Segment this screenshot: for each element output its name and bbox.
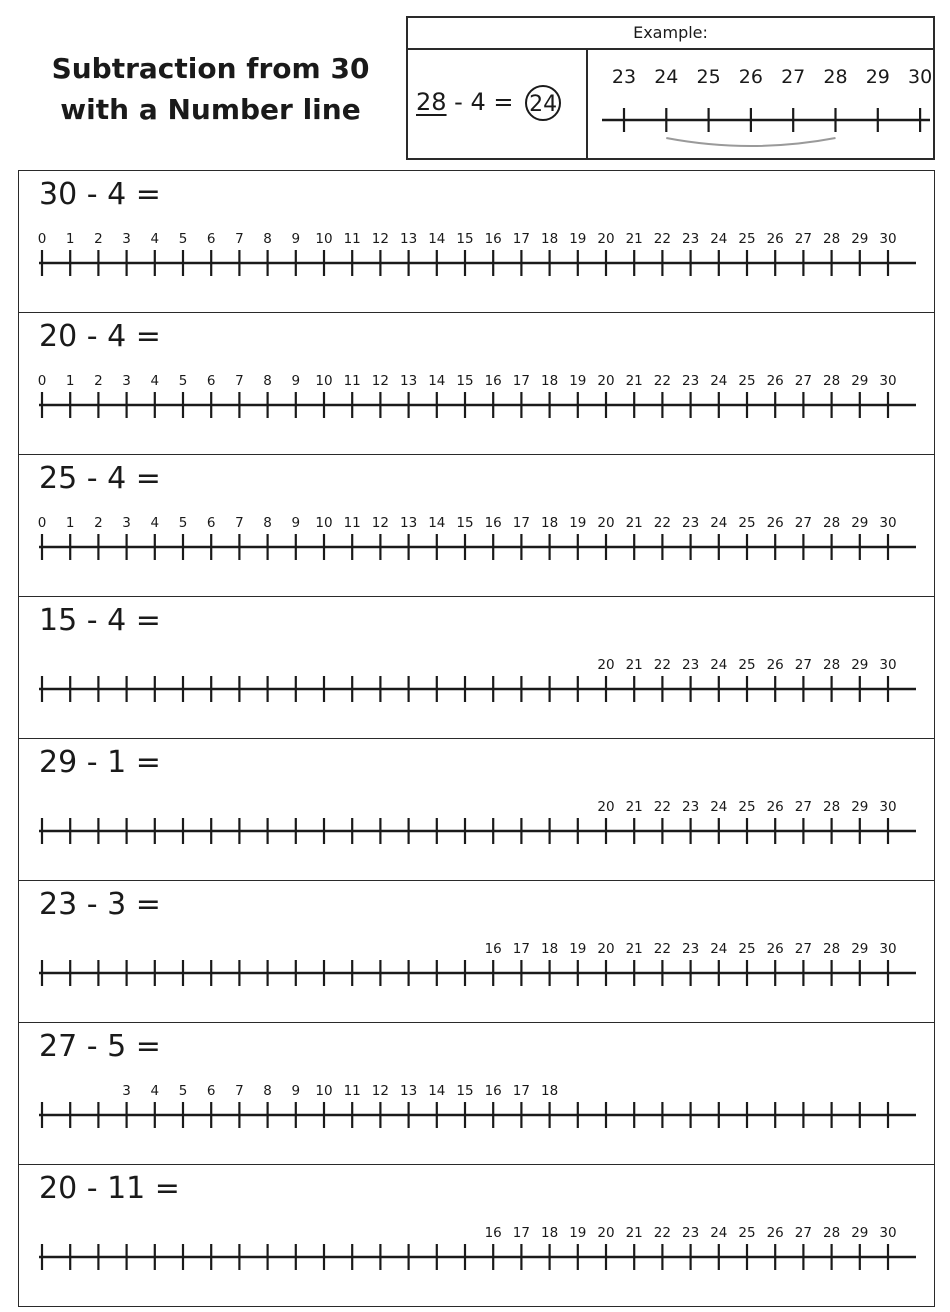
tick-label: 27	[794, 799, 812, 815]
example-box	[406, 16, 935, 160]
problem-box	[18, 738, 935, 881]
tick-label: 4	[150, 515, 160, 531]
tick-label: 29	[851, 231, 869, 247]
tick-label: 20	[597, 657, 615, 673]
number-line	[19, 597, 933, 737]
tick-label: 16	[484, 515, 502, 531]
tick-label: 30	[879, 231, 897, 247]
example-number-line	[588, 48, 935, 160]
tick-label: 22	[653, 373, 671, 389]
tick-label: 28	[823, 657, 841, 673]
tick-label: 23	[682, 941, 700, 957]
example-rest: - 4 =	[446, 88, 522, 116]
tick-label: 10	[315, 1083, 333, 1099]
tick-label: 20	[597, 231, 615, 247]
tick-label: 11	[343, 231, 361, 247]
tick-label: 23	[682, 231, 700, 247]
tick-label: 26	[766, 657, 784, 673]
tick-label: 10	[315, 373, 333, 389]
tick-label: 18	[541, 1083, 559, 1099]
tick-label: 8	[263, 515, 272, 531]
tick-label: 25	[738, 941, 756, 957]
tick-label: 27	[794, 657, 812, 673]
tick-label: 30	[879, 941, 897, 957]
tick-label: 13	[400, 231, 418, 247]
tick-label: 12	[371, 515, 389, 531]
tick-label: 29	[851, 941, 869, 957]
tick-label: 13	[400, 1083, 418, 1099]
tick-label: 27	[794, 515, 812, 531]
tick-label: 26	[766, 373, 784, 389]
tick-label: 16	[484, 373, 502, 389]
tick-label: 11	[343, 373, 361, 389]
tick-label: 11	[343, 515, 361, 531]
problem-box	[18, 596, 935, 739]
tick-label: 9	[291, 515, 301, 531]
tick-label: 22	[653, 231, 671, 247]
example-tick-label: 29	[865, 66, 890, 88]
tick-label: 19	[569, 1225, 587, 1241]
worksheet-title	[18, 48, 403, 130]
tick-label: 21	[625, 657, 643, 673]
problem-box	[18, 170, 935, 313]
tick-label: 15	[456, 515, 474, 531]
tick-label: 24	[710, 799, 728, 815]
tick-label: 16	[484, 231, 502, 247]
tick-label: 13	[400, 515, 418, 531]
tick-label: 4	[150, 231, 160, 247]
tick-label: 26	[766, 231, 784, 247]
tick-label: 19	[569, 231, 587, 247]
number-line	[19, 1023, 933, 1163]
problem-question: 30 - 4 =	[39, 177, 161, 212]
tick-label: 26	[766, 1225, 784, 1241]
tick-label: 9	[291, 231, 301, 247]
tick-label: 23	[682, 1225, 700, 1241]
tick-label: 23	[682, 657, 700, 673]
title-line-2: with a Number line	[60, 93, 361, 126]
tick-label: 3	[122, 373, 131, 389]
problem-box	[18, 880, 935, 1023]
tick-label: 25	[738, 1225, 756, 1241]
tick-label: 14	[428, 515, 446, 531]
tick-label: 28	[823, 231, 841, 247]
tick-label: 23	[682, 799, 700, 815]
example-tick-label: 26	[738, 66, 763, 88]
tick-label: 28	[823, 515, 841, 531]
tick-label: 30	[879, 1225, 897, 1241]
problem-box	[18, 454, 935, 597]
tick-label: 26	[766, 941, 784, 957]
number-line	[19, 171, 933, 311]
tick-label: 16	[484, 1083, 502, 1099]
tick-label: 21	[625, 231, 643, 247]
tick-label: 14	[428, 1083, 446, 1099]
problem-box	[18, 1022, 935, 1165]
problem-question: 23 - 3 =	[39, 887, 161, 922]
tick-label: 17	[512, 1083, 530, 1099]
tick-label: 14	[428, 373, 446, 389]
problem-question: 15 - 4 =	[39, 603, 161, 638]
problem-question: 27 - 5 =	[39, 1029, 161, 1064]
tick-label: 13	[400, 373, 418, 389]
tick-label: 21	[625, 373, 643, 389]
tick-label: 11	[343, 1083, 361, 1099]
tick-label: 8	[263, 1083, 272, 1099]
example-tick-label: 24	[654, 66, 679, 88]
tick-label: 4	[150, 1083, 160, 1099]
tick-label: 20	[597, 799, 615, 815]
tick-label: 27	[794, 231, 812, 247]
tick-label: 7	[235, 373, 244, 389]
tick-label: 2	[94, 231, 103, 247]
tick-label: 22	[653, 1225, 671, 1241]
tick-label: 30	[879, 799, 897, 815]
number-line	[19, 1165, 933, 1305]
example-tick-label: 30	[908, 66, 933, 88]
tick-label: 5	[178, 231, 188, 247]
tick-label: 22	[653, 941, 671, 957]
tick-label: 28	[823, 799, 841, 815]
tick-label: 30	[879, 373, 897, 389]
tick-label: 18	[541, 1225, 559, 1241]
tick-label: 5	[178, 1083, 188, 1099]
tick-label: 18	[541, 515, 559, 531]
tick-label: 8	[263, 231, 272, 247]
tick-label: 15	[456, 373, 474, 389]
problem-question: 25 - 4 =	[39, 461, 161, 496]
tick-label: 5	[178, 373, 188, 389]
tick-label: 29	[851, 373, 869, 389]
tick-label: 19	[569, 373, 587, 389]
tick-label: 17	[512, 1225, 530, 1241]
tick-label: 9	[291, 373, 301, 389]
tick-label: 24	[710, 941, 728, 957]
number-line	[19, 739, 933, 879]
tick-label: 10	[315, 231, 333, 247]
tick-label: 0	[37, 515, 47, 531]
tick-label: 28	[823, 941, 841, 957]
tick-label: 12	[371, 1083, 389, 1099]
tick-label: 19	[569, 515, 587, 531]
tick-label: 16	[484, 1225, 502, 1241]
tick-label: 24	[710, 373, 728, 389]
tick-label: 9	[291, 1083, 301, 1099]
example-answer-circle: 24	[525, 85, 561, 121]
tick-label: 24	[710, 515, 728, 531]
tick-label: 14	[428, 231, 446, 247]
tick-label: 26	[766, 515, 784, 531]
tick-label: 24	[710, 657, 728, 673]
tick-label: 6	[206, 515, 216, 531]
tick-label: 29	[851, 799, 869, 815]
tick-label: 3	[122, 1083, 131, 1099]
problem-box	[18, 312, 935, 455]
tick-label: 20	[597, 373, 615, 389]
tick-label: 27	[794, 1225, 812, 1241]
number-line	[19, 313, 933, 453]
example-header: Example:	[408, 18, 933, 50]
tick-label: 21	[625, 1225, 643, 1241]
tick-label: 22	[653, 657, 671, 673]
tick-label: 2	[94, 515, 103, 531]
tick-label: 1	[65, 231, 75, 247]
tick-label: 23	[682, 515, 700, 531]
tick-label: 30	[879, 657, 897, 673]
problem-question: 20 - 4 =	[39, 319, 161, 354]
tick-label: 12	[371, 373, 389, 389]
example-minuend: 28	[416, 88, 447, 116]
tick-label: 29	[851, 515, 869, 531]
tick-label: 20	[597, 515, 615, 531]
tick-label: 2	[94, 373, 103, 389]
number-line	[19, 881, 933, 1021]
tick-label: 10	[315, 515, 333, 531]
tick-label: 24	[710, 1225, 728, 1241]
tick-label: 20	[597, 1225, 615, 1241]
example-tick-label: 28	[823, 66, 848, 88]
tick-label: 25	[738, 799, 756, 815]
tick-label: 28	[823, 1225, 841, 1241]
tick-label: 29	[851, 657, 869, 673]
tick-label: 0	[37, 373, 47, 389]
example-tick-label: 27	[781, 66, 806, 88]
problem-question: 20 - 11 =	[39, 1171, 180, 1206]
tick-label: 12	[371, 231, 389, 247]
tick-label: 6	[206, 231, 216, 247]
tick-label: 6	[206, 1083, 216, 1099]
tick-label: 27	[794, 941, 812, 957]
tick-label: 21	[625, 515, 643, 531]
tick-label: 5	[178, 515, 188, 531]
tick-label: 7	[235, 231, 244, 247]
tick-label: 15	[456, 231, 474, 247]
tick-label: 26	[766, 799, 784, 815]
example-equation	[416, 82, 561, 122]
tick-label: 4	[150, 373, 160, 389]
tick-label: 24	[710, 231, 728, 247]
number-line	[19, 455, 933, 595]
example-tick-label: 23	[611, 66, 637, 88]
tick-label: 7	[235, 515, 244, 531]
tick-label: 30	[879, 515, 897, 531]
tick-label: 16	[484, 941, 502, 957]
tick-label: 0	[37, 231, 47, 247]
tick-label: 17	[512, 941, 530, 957]
tick-label: 20	[597, 941, 615, 957]
tick-label: 28	[823, 373, 841, 389]
title-line-1: Subtraction from 30	[51, 52, 370, 85]
tick-label: 25	[738, 373, 756, 389]
tick-label: 3	[122, 515, 131, 531]
tick-label: 23	[682, 373, 700, 389]
tick-label: 17	[512, 231, 530, 247]
problem-box	[18, 1164, 935, 1307]
tick-label: 25	[738, 231, 756, 247]
tick-label: 27	[794, 373, 812, 389]
tick-label: 8	[263, 373, 272, 389]
tick-label: 3	[122, 231, 131, 247]
tick-label: 17	[512, 515, 530, 531]
tick-label: 18	[541, 373, 559, 389]
tick-label: 19	[569, 941, 587, 957]
tick-label: 17	[512, 373, 530, 389]
example-jump-arc	[666, 138, 835, 146]
example-tick-label: 25	[696, 66, 721, 88]
tick-label: 1	[65, 373, 75, 389]
tick-label: 1	[65, 515, 75, 531]
tick-label: 18	[541, 231, 559, 247]
tick-label: 22	[653, 515, 671, 531]
tick-label: 21	[625, 941, 643, 957]
tick-label: 7	[235, 1083, 244, 1099]
tick-label: 25	[738, 657, 756, 673]
tick-label: 15	[456, 1083, 474, 1099]
problem-question: 29 - 1 =	[39, 745, 161, 780]
tick-label: 29	[851, 1225, 869, 1241]
tick-label: 22	[653, 799, 671, 815]
tick-label: 18	[541, 941, 559, 957]
tick-label: 25	[738, 515, 756, 531]
tick-label: 21	[625, 799, 643, 815]
tick-label: 6	[206, 373, 216, 389]
